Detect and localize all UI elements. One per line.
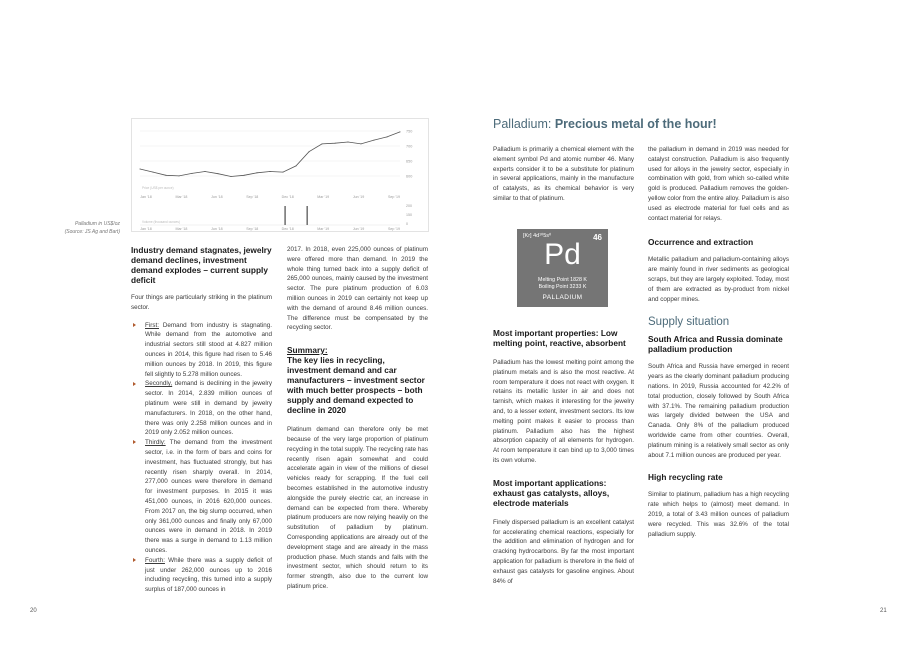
x-tick-label: Sep '18 (246, 195, 259, 199)
price-point (166, 175, 167, 176)
price-point (309, 151, 310, 152)
price-chart (131, 118, 429, 232)
volume-x-tick-label: Jun '18 (211, 227, 223, 231)
price-point (270, 171, 271, 172)
price-point (140, 169, 141, 170)
palladium-title-lead: Palladium: (493, 117, 555, 131)
x-tick-label: Jun '18 (211, 195, 223, 199)
recycling-paragraph: Similar to platinum, palladium has a high recycling rate which helps to (almost) meet demand. In 2019, a total of 3.43 million ounces of palladium were recycled. This was 32.6% of the total palladium supply. (648, 491, 789, 538)
x-tick-label: Sep '19 (387, 195, 401, 199)
summary-heading (287, 345, 428, 415)
volume-bar (306, 206, 308, 225)
element-name: PALLADIUM (542, 294, 583, 301)
price-line (140, 132, 400, 177)
melting-point: Melting Point 1828 K (538, 277, 587, 283)
volume-x-tick-label: Dec '18 (281, 227, 294, 231)
bullet-arrow-icon (133, 382, 136, 386)
industry-demand-heading: Industry demand stagnates, jewelry demand declines, investment demand explodes – current supply deficit (131, 245, 272, 285)
bullet-text: While there was a supply deficit of just under 262,000 ounces up to 2016 including recycling, this turned into a supply surplus of 187,000 ounces in (145, 556, 272, 594)
price-point (374, 140, 375, 141)
price-point (348, 141, 349, 142)
summary-heading-text: The key lies in recycling, investment demand and car manufacturers – investment sector with much better prospects – both supply and demand expected to decline in 2020 (287, 355, 425, 416)
applications-paragraph: Finely dispersed palladium is an excellent catalyst for accelerating chemical reactions, especially for the addition and elimination of hydrogen and for cracking hydrocarbons. By far the most important application for palladium is therefore in the field of exhaust gas catalysts for gasoline engines. About 84% of (493, 518, 634, 585)
volume-tick-label: 200 (406, 204, 412, 208)
bullet-secondly (131, 379, 272, 438)
volume-tick-label: 0 (406, 222, 408, 226)
price-point (218, 173, 219, 174)
price-point (192, 173, 193, 174)
x-tick-label: Dec '18 (281, 195, 294, 199)
page-number-right: 21 (880, 608, 887, 614)
applications-continued: the palladium in demand in 2019 was needed for catalyst construction. Palladium is also frequently used for alloys in the jewelry sector, especially in combination with gold, from which so-called white gold is produced. Palladium removes the golden-yellow color from the entire alloy. Palladium is also used as electrode material for fuel cells and as contact material for relays. (648, 146, 789, 222)
volume-x-tick-label: Mar '18 (175, 227, 188, 231)
x-tick-label: Mar '18 (175, 195, 188, 199)
bullet-text: Demand from industry is stagnating. While demand from the automotive and industrial sectors still stood at 4.827 million ounces in 2014, this figure had risen to 5.46 million ounces by 2018. In 2019, this figure fell slightly to 5.278 million ounces. (145, 321, 272, 378)
chart-caption (30, 220, 120, 236)
production-paragraph: South Africa and Russia have emerged in recent years as the clearly dominant palladium producing nations. In 2019, Russia accounted for 42.2% of total production, closely followed by South Africa with 37.1%. The remaining palladium production was largely divided between the USA and Canada. Only 8% of the palladium produced worldwide came from other countries. Overall, platinum mining is a relatively small sector as only about 7.1 million ounces are produced per year. (648, 363, 789, 459)
price-point (231, 176, 232, 177)
electron-config: [Kr] 4d¹⁰5s⁰ (523, 233, 552, 239)
bullet-arrow-icon (133, 440, 136, 444)
price-point (153, 172, 154, 173)
volume-axis-label: Volume (thousand ounces) (142, 220, 180, 224)
bullet-lead: Secondly, (145, 380, 173, 388)
x-tick-label: Jun '19 (352, 195, 365, 199)
price-point (283, 172, 284, 173)
page-number-left: 20 (30, 608, 37, 614)
price-point (205, 171, 206, 172)
summary-paragraph: Platinum demand can therefore only be met because of the very large proportion of platinum recycling in the total supply. The recycling rate has recently risen again somewhat and could accelerate again in view of the millions of diesel vehicles ready for scrapping. If the fuel cell becomes established in the automotive industry alongside the purely electric car, an increase in demand can be expected from there. Whereby platinum producers are now relying heavily on the substitution of palladium by platinum. Corresponding applications are already out of the development stage and are already in the mass production phase. Much stands and falls with the investment sector, which should return to its former strength, also due to the current low platinum price. (287, 426, 428, 590)
palladium-title-bold: Precious metal of the hour! (554, 117, 717, 131)
chart-caption-source: (Source: JS Ag and Bart) (64, 229, 120, 235)
element-symbol: Pd (544, 238, 581, 271)
bullet-text: The demand from the investment sector, i.e. in the form of bars and coins for investment, has fluctuated strongly, but has recently risen sharply overall. In 2014, 277,000 ounces were therefore in demand for investment purposes. In 2015 it was 451,000 ounces, in 2016 620,000 ounces. From 2017 on, the big slump occurred, when only 361,000 ounces and finally only 67,000 ounces were in demand in 2018. In 2019 there was a surge in demand to 1.13 million ounces. (145, 439, 272, 554)
bullet-lead: Thirdly: (145, 439, 166, 447)
bullet-thirdly (131, 438, 272, 556)
y-tick-label: 650 (406, 159, 413, 164)
volume-x-tick-label: Sep '18 (246, 227, 259, 231)
atomic-number: 46 (593, 233, 602, 242)
price-point (387, 136, 388, 137)
production-heading: South Africa and Russia dominate palladium production (648, 334, 783, 355)
volume-x-tick-label: Jun '19 (352, 227, 365, 231)
price-chart-svg (132, 119, 430, 233)
recycling-heading: High recycling rate (648, 472, 723, 483)
occurrence-heading: Occurrence and extraction (648, 237, 754, 248)
price-point (257, 172, 258, 173)
y-tick-label: 750 (406, 129, 413, 134)
right-column-1-lower (493, 328, 634, 586)
supply-situation-heading: Supply situation (648, 316, 730, 329)
volume-x-tick-label: Mar '19 (317, 227, 330, 231)
x-tick-label: Jan '18 (140, 195, 152, 199)
boiling-point: Boiling Point 3233 K (538, 284, 587, 290)
price-point (296, 165, 297, 166)
palladium-element-card (517, 229, 608, 307)
palladium-title (493, 117, 823, 131)
left-column-1 (131, 245, 272, 595)
occurrence-paragraph: Metallic palladium and palladium-containing alloys are mainly found in river sediments as geological scraps, but they are largely exploited. Today, most of them are extracted as by-product from nickel and copper mines. (648, 256, 789, 303)
price-point (361, 143, 362, 144)
volume-x-tick-label: Sep '19 (387, 227, 401, 231)
price-point (322, 143, 323, 144)
bullet-lead: First: (145, 321, 159, 329)
price-point (400, 131, 401, 132)
right-column-2 (648, 145, 789, 539)
summary-lead: Summary: (287, 345, 328, 356)
bullet-fourth (131, 556, 272, 595)
applications-heading: Most important applications: exhaust gas catalysts, alloys, electrode materials (493, 477, 610, 508)
properties-heading: Most important properties: Low melting point, reactive, absorbent (493, 328, 626, 348)
price-point (244, 175, 245, 176)
bullet-arrow-icon (133, 323, 136, 327)
bullet-text: demand is declining in the jewelry sector. In 2014, 2.839 million ounces of platinum were still in demand by jewelry manufacturers. In 2018, on the other hand, there was only 2.258 million ounces and in 2019 only 2.052 million ounces. (145, 380, 272, 437)
deficit-paragraph: 2017. In 2018, even 225,000 ounces of platinum were offered more than demand. In 2019 the whole thing turned back into a supply deficit of 265,000 ounces, mainly caused by the investment sector. The pure platinum production of 6.03 million ounces in 2019 can certainly not keep up with the demand of around 8.46 million ounces. The difference must be compensated by the recycling sector. (287, 246, 428, 332)
price-point (335, 143, 336, 144)
right-column-1 (493, 145, 634, 204)
intro-paragraph: Four things are particularly striking in the platinum sector. (131, 294, 272, 311)
x-tick-label: Mar '19 (317, 195, 330, 199)
volume-x-tick-label: Jan '18 (140, 227, 152, 231)
y-tick-label: 600 (406, 174, 413, 179)
y-tick-label: 700 (406, 144, 413, 149)
properties-paragraph: Palladium has the lowest melting point among the platinum metals and is also the most reactive. At room temperature it does not react with oxygen. It retains its metallic luster in air and does not tarnish, which makes it interesting for the jewelry and, to a lesser extent, investment sectors. Its low melting point makes it easier to process than platinum. Palladium also has the highest absorption capacity of all elements for hydrogen. At room temperature it can bind up to 3,000 times its own volume. (493, 359, 634, 464)
volume-bar (284, 206, 286, 225)
price-point (179, 175, 180, 176)
bullet-first (131, 321, 272, 380)
chart-caption-title: Palladium in US$/oz (74, 221, 120, 227)
left-column-2 (287, 245, 428, 592)
bullet-arrow-icon (133, 558, 136, 562)
bullet-lead: Fourth: (145, 556, 165, 564)
price-axis-label: Price (US$ per ounce) (142, 186, 174, 190)
palladium-intro: Palladium is primarily a chemical element with the element symbol Pd and atomic number 46. Many experts consider it to be a substitute for platinum in several applications, mainly in the manufacture of catalysts, as its chemical behavior is very similar to that of platinum. (493, 146, 634, 202)
volume-tick-label: 150 (406, 213, 412, 217)
